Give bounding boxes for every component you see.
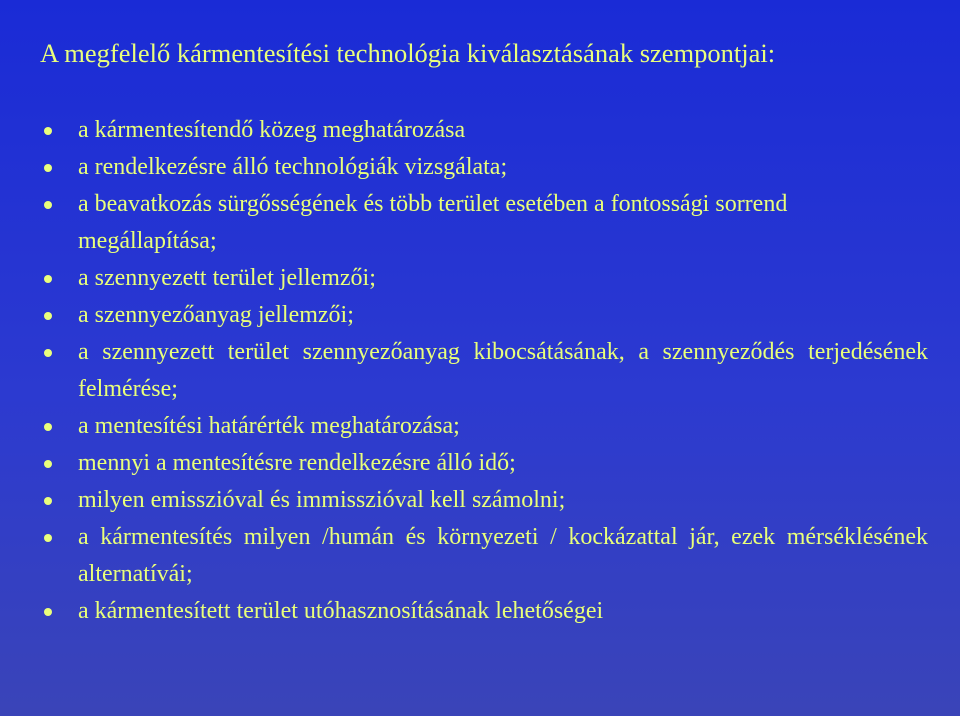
bullet-dot-icon [44, 275, 52, 283]
bullet-dot-icon [44, 312, 52, 320]
bullet-item [0, 408, 960, 445]
bullet-text: a kármentesítés milyen /humán és környezeti / kockázattal jár, ezek mérséklésének alternatívái; [78, 524, 928, 587]
bullet-text: milyen emisszióval és immisszióval kell számolni; [78, 487, 566, 513]
bullet-text: a kármentesítendő közeg meghatározása [78, 117, 466, 143]
bullet-dot-icon [44, 608, 52, 616]
bullet-dot-icon [44, 127, 52, 135]
bullet-dot-icon [44, 497, 52, 505]
bullet-item [0, 186, 960, 260]
bullet-text: a szennyezőanyag jellemzői; [78, 302, 354, 328]
bullet-dot-icon [44, 423, 52, 431]
bullet-dot-icon [44, 164, 52, 172]
bullet-dot-icon [44, 534, 52, 542]
bullet-text: a mentesítési határérték meghatározása; [78, 413, 460, 439]
bullet-text: a szennyezett terület szennyezőanyag kibocsátásának, a szennyeződés terjedésének felmérése; [78, 339, 928, 402]
bullet-list [0, 112, 960, 630]
bullet-item [0, 149, 960, 186]
bullet-item [0, 593, 960, 630]
slide-title: A megfelelő kármentesítési technológia kiválasztásának szempontjai: [40, 38, 776, 68]
bullet-text: a szennyezett terület jellemzői; [78, 265, 376, 291]
bullet-text: mennyi a mentesítésre rendelkezésre álló idő; [78, 450, 516, 476]
bullet-item [0, 334, 960, 408]
bullet-item [0, 519, 960, 593]
bullet-item [0, 445, 960, 482]
bullet-dot-icon [44, 201, 52, 209]
bullet-item [0, 297, 960, 334]
bullet-item [0, 260, 960, 297]
bullet-item [0, 112, 960, 149]
bullet-text: a beavatkozás sürgősségének és több terület esetében a fontossági sorrend megállapítása; [78, 191, 788, 254]
bullet-text: a kármentesített terület utóhasznosításának lehetőségei [78, 598, 604, 624]
bullet-text: a rendelkezésre álló technológiák vizsgálata; [78, 154, 508, 180]
bullet-item [0, 482, 960, 519]
bullet-dot-icon [44, 349, 52, 357]
bullet-dot-icon [44, 460, 52, 468]
